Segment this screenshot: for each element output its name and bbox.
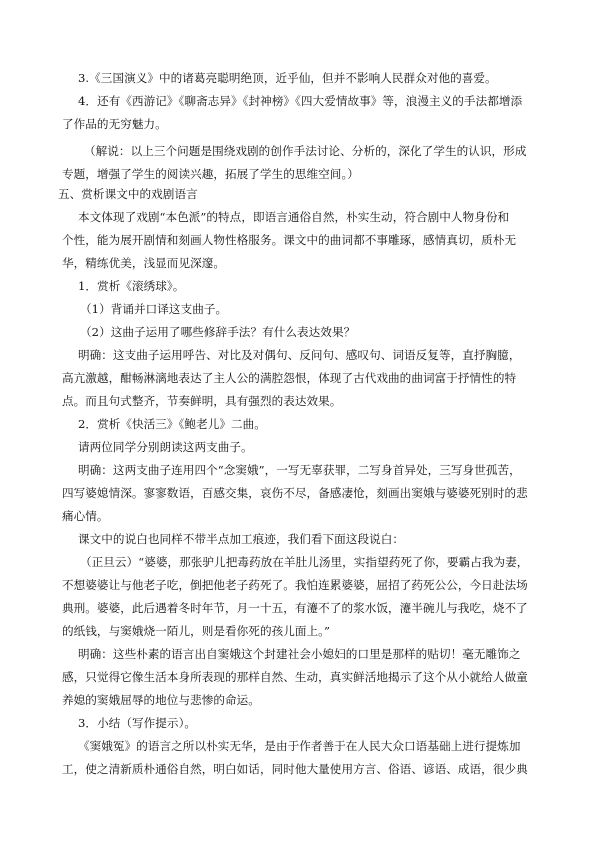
text-line: 明确：这支曲子运用呼告、对比及对偶句、反问句、感叹句、词语反复等，直抒胸臆，	[78, 348, 521, 362]
text-line: 华，精练优美，浅显而见深邃。	[62, 256, 226, 270]
text-line: 养媳的窦娥屈辱的地位与悲惨的命运。	[62, 693, 260, 707]
text-line: 专题，增强了学生的阅读兴趣，拓展了学生的思维空间。）	[62, 167, 359, 181]
text-line: 痛心情。	[62, 509, 109, 523]
text-line: 《窦娥冤》的语言之所以朴实无华，是由于作者善于在人民大众口语基础上进行提炼加	[78, 739, 521, 753]
text-line: 请两位同学分别朗读这两支曲子。	[78, 440, 253, 454]
section-heading: 五、赏析课文中的戏剧语言	[58, 187, 198, 201]
text-line: 本文体现了戏剧“本色派”的特点，即语言通俗自然，朴实生动，符合剧中人物身份和	[78, 210, 510, 224]
text-line: 工，使之清新质朴通俗自然，明白如话，同时他大量使用方言、俗语、谚语、成语，很少典	[62, 762, 528, 776]
text-line: 四写婆媳情深。寥寥数语，百感交集，哀伤不尽，备感凄怆，刻画出窦娥与婆婆死别时的悲	[62, 486, 528, 500]
text-line: （解说：以上三个问题是围绕戏剧的创作手法讨论、分析的，深化了学生的认识，形成	[84, 144, 527, 158]
text-line: 点。而且句式整齐，节奏鲜明，具有强烈的表达效果。	[62, 394, 342, 408]
text-line: 个性，能为展开剧情和刻画人物性格服务。课文中的曲词都不事雕琢，感情真切，质朴无	[62, 233, 517, 247]
text-line: 不想婆婆让与他老子吃，倒把他老子药死了。我怕连累婆婆，屈招了药死公公，今日赴法场	[62, 578, 528, 592]
text-line: 了作品的无穷魅力。	[62, 117, 167, 131]
text-line: 高亢激越，酣畅淋漓地表达了主人公的满腔怨恨，体现了古代戏曲的曲词富于抒情性的特	[62, 371, 517, 385]
text-line: 感，只觉得它像生活本身所表现的那样自然、生动，真实鲜活地揭示了这个从小就给人做童	[62, 670, 528, 684]
text-line: 的纸钱，与窦娥烧一陌儿，则是看你死的孩儿面上。”	[62, 624, 330, 638]
text-line: （1）背诵并口译这支曲子。	[80, 302, 228, 316]
text-line: 3.《三国演义》中的诸葛亮聪明绝顶，近乎仙，但并不影响人民群众对他的喜爱。	[78, 71, 497, 85]
text-line: 明确：这两支曲子连用四个“念窦娥”，一写无辜获罪，二写身首异处，三写身世孤苦，	[78, 463, 521, 477]
text-line: 1．赏析《滚绣球》。	[78, 279, 185, 293]
text-line: （2）这曲子运用了哪些修辞手法？有什么表达效果？	[80, 325, 356, 339]
text-line: 课文中的说白也同样不带半点加工痕迹，我们看下面这段说白：	[78, 532, 405, 546]
text-line: 3．小结（写作提示）。	[78, 716, 197, 730]
text-line: （正旦云）“婆婆，那张驴儿把毒药放在羊肚儿汤里，实指望药死了你，要霸占我为妻，	[80, 555, 529, 569]
text-line: 4．还有《西游记》《聊斋志异》《封神榜》《四大爱情故事》等，浪漫主义的手法都增添	[78, 94, 523, 108]
text-line: 明确：这些朴素的语言出自窦娥这个封建社会小媳妇的口里是那样的贴切！毫无雕饰之	[78, 647, 521, 661]
text-line: 2．赏析《快活三》《鲍老儿》二曲。	[78, 417, 266, 431]
text-line: 典刑。婆婆，此后遇着冬时年节，月一十五，有瀽不了的浆水饭，瀽半碗儿与我吃，烧不了	[62, 601, 528, 615]
